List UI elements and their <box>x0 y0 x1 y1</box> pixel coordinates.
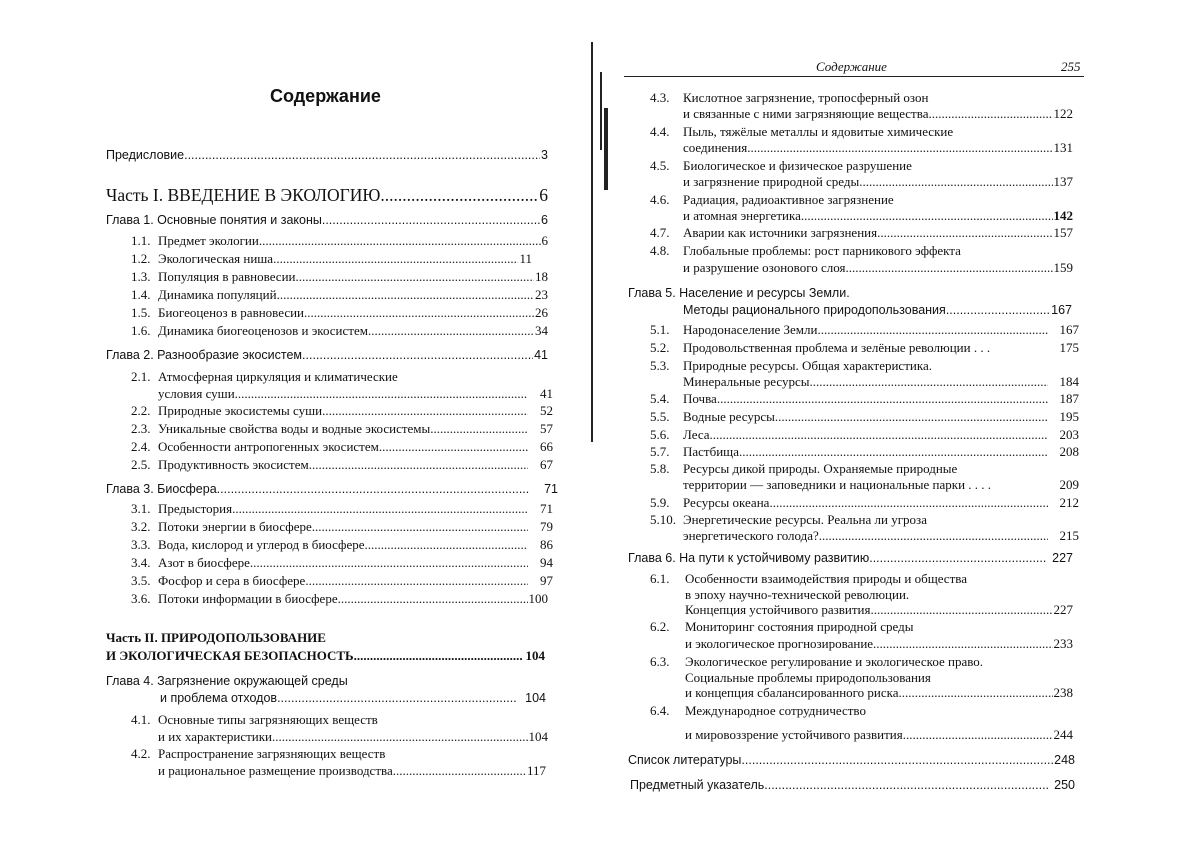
toc-item-1-6[interactable]: 1.6. Динамика биогеоценозов и экосистем ..... 34 <box>131 323 548 339</box>
toc-chapter-4-line1[interactable]: Глава 4. Загрязнение окружающей среды <box>106 674 348 688</box>
toc-item-3-2[interactable]: 3.2. Потоки энергии в биосфере ..... 79 <box>131 519 553 535</box>
toc-chapter-1[interactable]: Глава 1. Основные понятия и законы ..... 6 <box>106 212 548 228</box>
toc-item-1-2[interactable]: 1.2. Экологическая ниша ..... 11 <box>131 251 532 267</box>
toc-bibliography[interactable]: Список литературы ..... 248 <box>628 752 1075 768</box>
toc-item-6-3-line2[interactable]: Социальные проблемы природопользования <box>685 670 931 685</box>
spine-line <box>591 42 593 442</box>
toc-item-4-1[interactable]: и их характеристики ..... 104 <box>158 729 548 745</box>
toc-item-3-4[interactable]: 3.4. Азот в биосфере ..... 94 <box>131 555 553 571</box>
toc-item-6-2[interactable]: и экологическое прогнозирование ..... 233 <box>685 636 1073 652</box>
left-page <box>0 0 592 849</box>
toc-item-4-8[interactable]: и разрушение озонового слоя ..... 159 <box>683 260 1073 276</box>
toc-item-5-10[interactable]: энергетического голода? ..... 215 <box>683 528 1079 544</box>
toc-preface[interactable]: Предисловие ..... 3 <box>106 147 548 163</box>
toc-item-2-3[interactable]: 2.3. Уникальные свойства воды и водные экосистемы ..... 57 <box>131 421 553 437</box>
toc-item-6-3-line1[interactable]: 6.3. Экологическое регулирование и экологическое право. <box>650 654 984 669</box>
toc-item-6-2-line1[interactable]: 6.2. Мониторинг состояния природной среды <box>650 619 914 634</box>
toc-item-4-3-line1[interactable]: 4.3. Кислотное загрязнение, тропосферный озон <box>650 90 929 105</box>
toc-part-1[interactable]: Часть I. ВВЕДЕНИЕ В ЭКОЛОГИЮ ..... 6 <box>106 185 548 205</box>
page-title: Содержание <box>270 86 381 106</box>
toc-item-4-2-line1[interactable]: 4.2. Распространение загрязняющих веществ <box>131 746 386 761</box>
toc-item-5-5[interactable]: 5.5. Водные ресурсы ..... 195 <box>650 409 1079 425</box>
toc-chapter-6[interactable]: Глава 6. На пути к устойчивому развитию ..... 227 <box>628 550 1073 566</box>
toc-item-5-10-line1[interactable]: 5.10. Энергетические ресурсы. Реальна ли угроза <box>650 512 927 527</box>
page-number: 255 <box>1061 59 1081 74</box>
toc-chapter-2[interactable]: Глава 2. Разнообразие экосистем ..... 41 <box>106 347 548 363</box>
header-rule <box>624 76 1084 77</box>
toc-item-6-3[interactable]: и концепция сбалансированного риска ..... 238 <box>685 685 1073 701</box>
toc-item-3-3[interactable]: 3.3. Вода, кислород и углерод в биосфере ..... 86 <box>131 537 553 553</box>
toc-item-2-2[interactable]: 2.2. Природные экосистемы суши ..... 52 <box>131 403 553 419</box>
toc-item-1-4[interactable]: 1.4. Динамика популяций ..... 23 <box>131 287 548 303</box>
toc-item-3-5[interactable]: 3.5. Фосфор и сера в биосфере ..... 97 <box>131 573 553 589</box>
toc-item-4-1-line1[interactable]: 4.1. Основные типы загрязняющих веществ <box>131 712 378 727</box>
toc-item-2-1[interactable]: условия суши ..... 41 <box>158 386 553 402</box>
toc-item-4-8-line1[interactable]: 4.8. Глобальные проблемы: рост парникового эффекта <box>650 243 961 258</box>
toc-item-6-4-line1[interactable]: 6.4. Международное сотрудничество <box>650 703 866 718</box>
toc-item-6-1-line1[interactable]: 6.1. Особенности взаимодействия природы и общества <box>650 571 967 586</box>
toc-item-5-1[interactable]: 5.1. Народонаселение Земли ..... 167 <box>650 322 1079 338</box>
toc-item-5-3-line1[interactable]: 5.3. Природные ресурсы. Общая характеристика. <box>650 358 932 373</box>
toc-item-2-1-line1[interactable]: 2.1. Атмосферная циркуляция и климатические <box>131 369 398 384</box>
toc-item-6-4[interactable]: и мировоззрение устойчивого развития ..... 244 <box>685 727 1073 743</box>
toc-item-4-7[interactable]: 4.7. Аварии как источники загрязнения ..... 157 <box>650 225 1073 241</box>
toc-subject-index[interactable]: Предметный указатель ..... 250 <box>630 777 1075 793</box>
toc-item-5-8[interactable]: территории — заповедники и национальные парки . . . . 209 <box>683 477 1079 492</box>
toc-item-4-6[interactable]: и атомная энергетика ..... 142 <box>683 208 1073 224</box>
toc-item-6-1-line2[interactable]: в эпоху научно-технической революции. <box>685 587 910 602</box>
toc-item-4-2[interactable]: и рациональное размещение производства ..... 117 <box>158 763 546 779</box>
right-page <box>600 0 1200 849</box>
toc-item-4-5[interactable]: и загрязнение природной среды ..... 137 <box>683 174 1073 190</box>
toc-item-3-6[interactable]: 3.6. Потоки информации в биосфере ..... 100 <box>131 591 548 607</box>
toc-item-5-9[interactable]: 5.9. Ресурсы океана ..... 212 <box>650 495 1079 511</box>
toc-item-5-6[interactable]: 5.6. Леса ..... 203 <box>650 427 1079 443</box>
toc-item-5-2[interactable]: 5.2. Продовольственная проблема и зелёные революции . . . 175 <box>650 340 1079 355</box>
toc-item-5-8-line1[interactable]: 5.8. Ресурсы дикой природы. Охраняемые природные <box>650 461 958 476</box>
toc-chapter-4[interactable]: и проблема отходов ..... 104 <box>160 690 546 706</box>
toc-item-5-3[interactable]: Минеральные ресурсы ..... 184 <box>683 374 1079 390</box>
toc-item-6-1[interactable]: Концепция устойчивого развития ..... 227 <box>685 602 1073 618</box>
toc-part-2[interactable]: И ЭКОЛОГИЧЕСКАЯ БЕЗОПАСНОСТЬ ..... 104 <box>106 648 545 664</box>
toc-item-2-5[interactable]: 2.5. Продуктивность экосистем ..... 67 <box>131 457 553 473</box>
toc-item-4-5-line1[interactable]: 4.5. Биологическое и физическое разрушение <box>650 158 912 173</box>
toc-item-4-6-line1[interactable]: 4.6. Радиация, радиоактивное загрязнение <box>650 192 894 207</box>
toc-chapter-3[interactable]: Глава 3. Биосфера ..... 71 <box>106 481 558 497</box>
running-header: Содержание <box>816 59 887 74</box>
toc-part-2-line1[interactable]: Часть II. ПРИРОДОПОЛЬЗОВАНИЕ <box>106 630 326 645</box>
toc-chapter-5-line1[interactable]: Глава 5. Население и ресурсы Земли. <box>628 286 850 300</box>
toc-chapter-5[interactable]: Методы рационального природопользования ..... 167 <box>683 302 1072 318</box>
toc-item-3-1[interactable]: 3.1. Предыстория ..... 71 <box>131 501 553 517</box>
toc-item-5-7[interactable]: 5.7. Пастбища ..... 208 <box>650 444 1079 460</box>
toc-item-1-1[interactable]: 1.1. Предмет экологии ..... 6 <box>131 233 548 249</box>
toc-item-4-4-line1[interactable]: 4.4. Пыль, тяжёлые металлы и ядовитые химические <box>650 124 954 139</box>
toc-item-5-4[interactable]: 5.4. Почва ..... 187 <box>650 391 1079 407</box>
toc-item-2-4[interactable]: 2.4. Особенности антропогенных экосистем ..... 66 <box>131 439 553 455</box>
toc-item-4-4[interactable]: соединения ..... 131 <box>683 140 1073 156</box>
toc-item-1-5[interactable]: 1.5. Биогеоценоз в равновесии ..... 26 <box>131 305 548 321</box>
toc-item-1-3[interactable]: 1.3. Популяция в равновесии ..... 18 <box>131 269 548 285</box>
toc-item-4-3[interactable]: и связанные с ними загрязняющие вещества ..... 122 <box>683 106 1073 122</box>
